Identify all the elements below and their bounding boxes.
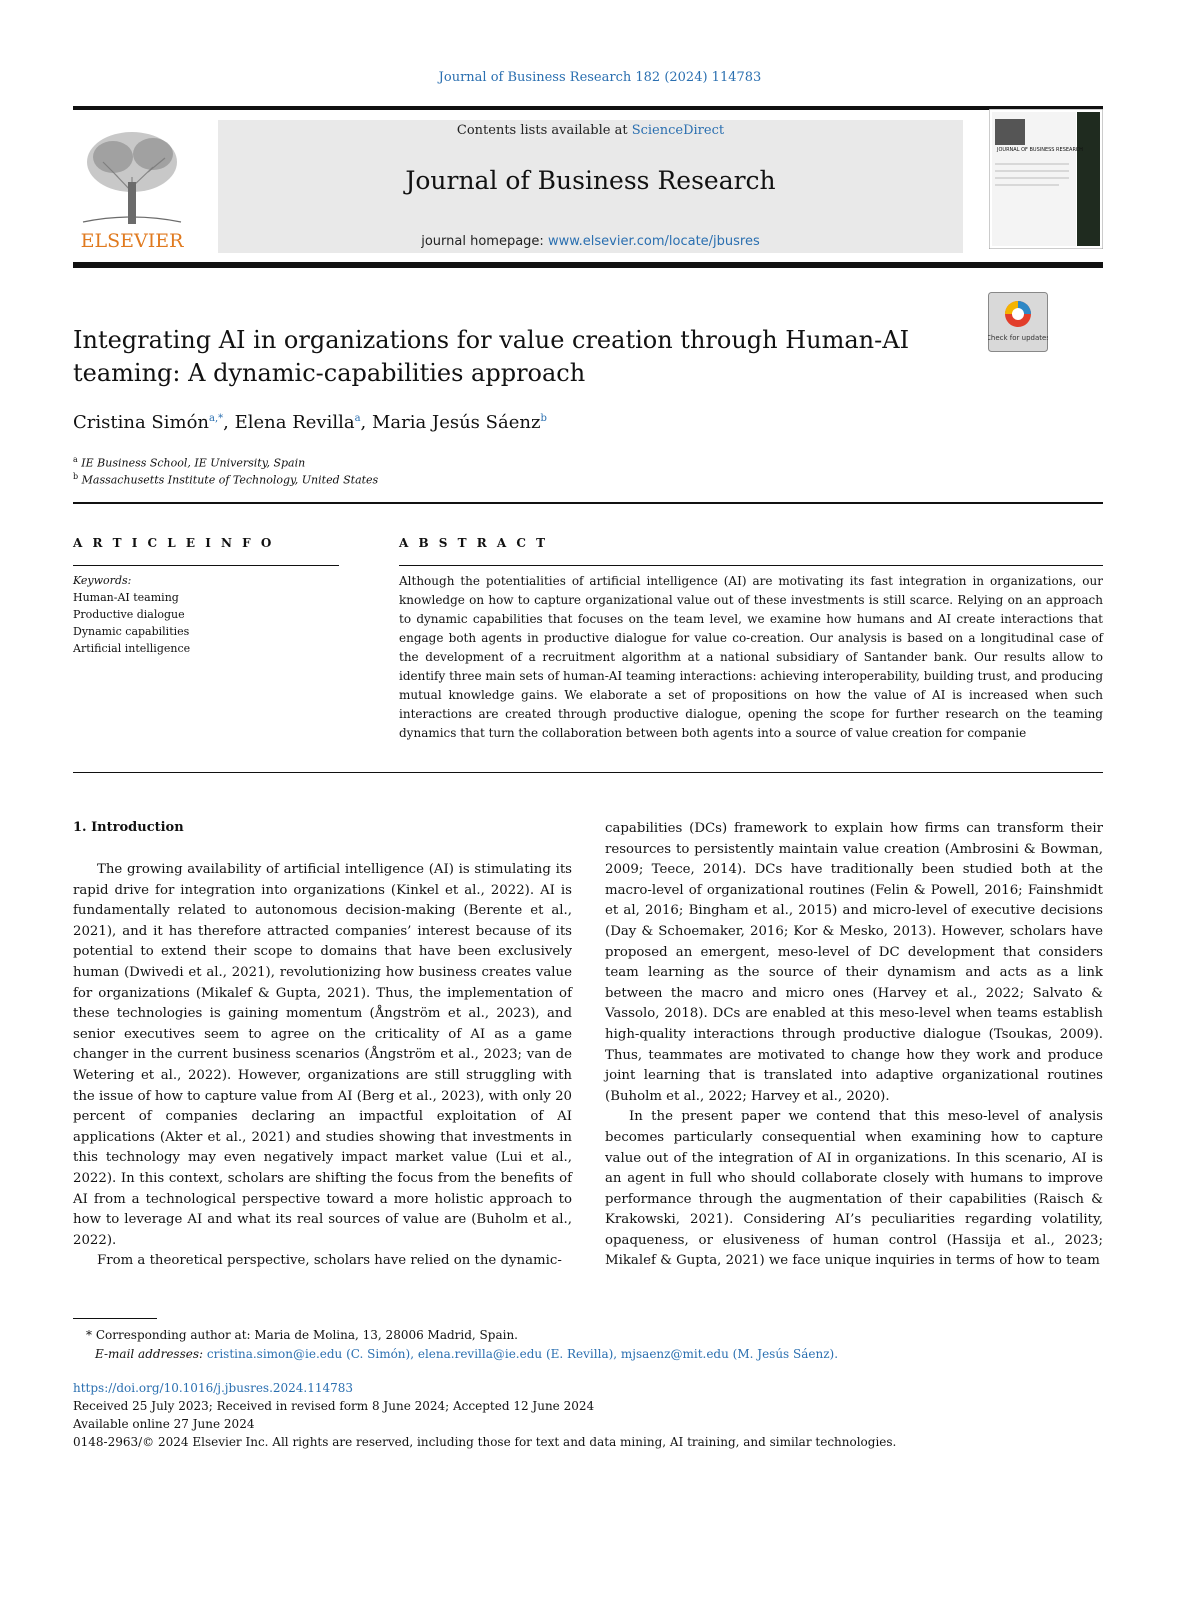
homepage-line xyxy=(218,234,963,249)
cover-title: JOURNAL OF BUSINESS RESEARCH xyxy=(997,147,1083,153)
body-paragraph: The growing availability of artificial intelligence (AI) is stimulating its rapid drive for integration into organizations (Kinkel et al., 2022). AI is fundamentally related to autonomous decision-making (Berente et al., 2021), and it has therefore attracted companies’ interest because of its potential to extend their scope to domains that have been exclusively human (Dwivedi et al., 2021), revolutionizing how business creates value for organizations (Mikalef & Gupta, 2021). Thus, the implementation of these technologies is gaining momentum (Ångström et al., 2023), and senior executives seem to agree on the criticality of AI as a game changer in the current business scenarios (Ångström et al., 2023; van de Wetering et al., 2022). However, organizations are still struggling with the issue of how to capture value from AI (Berg et al., 2023), with only 20 percent of companies declaring an impactful exploitation of AI applications (Akter et al., 2021) and studies showing that investments in this technology may even negatively impact market value (Lui et al., 2022). In this context, scholars are shifting the focus from the benefits of AI from a technological perspective toward a more holistic approach to how to leverage AI and what its real sources of value are (Buholm et al., 2022). xyxy=(73,862,572,1248)
affiliation-divider xyxy=(73,502,1103,504)
title-line-1: Integrating AI in organizations for value creation through Human-AI xyxy=(73,326,910,354)
header-bottom-rule xyxy=(73,262,1103,268)
homepage-link[interactable]: www.elsevier.com/locate/jbusres xyxy=(547,234,760,249)
journal-cover-image xyxy=(989,109,1103,249)
affiliation-mark: b xyxy=(73,472,79,481)
section-heading-introduction: 1. Introduction xyxy=(73,820,184,835)
keyword-item: Human-AI teaming xyxy=(73,591,179,604)
author-name[interactable]: Maria Jesús Sáenz xyxy=(372,412,541,433)
homepage-prefix: journal homepage: xyxy=(421,234,548,249)
crossmark-label: Check for updates xyxy=(988,334,1048,342)
keywords-label: Keywords: xyxy=(73,574,132,587)
copyright-line: 0148-2963/© 2024 Elsevier Inc. All rights are reserved, including those for text and data mining, AI training, and similar technologies. xyxy=(73,1435,897,1449)
doi-url[interactable]: https://doi.org/10.1016/j.jbusres.2024.114783 xyxy=(73,1381,354,1395)
body-paragraph: From a theoretical perspective, scholars have relied on the dynamic- xyxy=(97,1253,562,1269)
contents-prefix: Contents lists available at xyxy=(456,123,632,138)
body-column-right xyxy=(605,819,1103,1272)
email-label: E-mail addresses: xyxy=(95,1347,207,1361)
title-line-2: teaming: A dynamic-capabilities approach xyxy=(73,359,586,387)
article-info-heading: A R T I C L E I N F O xyxy=(73,536,275,550)
affiliation-mark: a xyxy=(73,455,78,464)
journal-header-box xyxy=(218,120,963,253)
available-online: Available online 27 June 2024 xyxy=(73,1417,255,1431)
elsevier-logo xyxy=(73,122,191,250)
corresponding-author-note: * Corresponding author at: Maria de Molina, 13, 28006 Madrid, Spain. xyxy=(86,1328,518,1342)
email-note xyxy=(95,1345,838,1364)
body-paragraph: In the present paper we contend that this meso-level of analysis becomes particularly consequential when examining how to capture value out of the integration of AI in organizations. In this scenario, AI is an agent in full who should collaborate closely with humans to improve performance through the augmentation of their capabilities (Raisch & Krakowski, 2021). Considering AI’s peculiarities regarding volatility, opaqueness, or elusiveness of human control (Hassija et al., 2023; Mikalef & Gupta, 2021) we face unique inquiries in terms of how to team xyxy=(605,1109,1103,1269)
affiliation xyxy=(73,472,378,487)
footnote-rule xyxy=(73,1318,157,1319)
keyword-item: Productive dialogue xyxy=(73,608,185,621)
body-paragraph: capabilities (DCs) framework to explain how firms can transform their resources to persistently maintain value creation (Ambrosini & Bowman, 2009; Teece, 2014). DCs have traditionally been studied both at the macro-level of organizational routines (Felin & Powell, 2016; Fainshmidt et al, 2016; Bingham et al., 2015) and micro-level of executive decisions (Day & Schoemaker, 2016; Kor & Mesko, 2013). However, scholars have proposed an emergent, meso-level of DC development that considers team learning as the source of their dynamism and acts as a link between the macro and micro ones (Harvey et al., 2022; Salvato & Vassolo, 2018). DCs are enabled at this meso-level when teams establish high-quality interactions through productive dialogue (Tsoukas, 2009). Thus, teammates are motivated to change how they work and produce joint learning that is translated into adaptive organizational routines (Buholm et al., 2022; Harvey et al., 2020). xyxy=(605,821,1103,1104)
doi-link[interactable] xyxy=(73,1380,353,1397)
author-list: Cristina Simón$^{a,*}$, Elena Revilla$^a$, Maria Jesús Sáenz$^b$ xyxy=(73,412,547,433)
journal-title: Journal of Business Research xyxy=(405,166,776,195)
affiliation xyxy=(73,455,305,470)
author-sup[interactable]: a,* xyxy=(209,413,224,424)
keyword-item: Dynamic capabilities xyxy=(73,625,190,638)
header-top-rule xyxy=(73,106,1103,110)
author-sup[interactable]: b xyxy=(540,413,547,424)
abstract-divider xyxy=(73,772,1103,773)
received-dates: Received 25 July 2023; Received in revised form 8 June 2024; Accepted 12 June 2024 xyxy=(73,1399,595,1413)
author-name[interactable]: Cristina Simón xyxy=(73,412,209,433)
keyword-item: Artificial intelligence xyxy=(73,642,191,655)
email-addresses[interactable]: cristina.simon@ie.edu (C. Simón), elena.revilla@ie.edu (E. Revilla), mjsaenz@mit.edu (M. Jesús Sáenz). xyxy=(206,1347,839,1361)
author-sup[interactable]: a xyxy=(354,413,361,424)
body-column-left xyxy=(73,860,572,1272)
abstract-heading: A B S T R A C T xyxy=(399,536,549,550)
journal-reference[interactable]: Journal of Business Research 182 (2024) 114783 xyxy=(438,70,762,85)
affiliation-text: Massachusetts Institute of Technology, United States xyxy=(81,473,379,487)
affiliation-text: IE Business School, IE University, Spain xyxy=(81,456,306,470)
abstract-text: Although the potentialities of artificial intelligence (AI) are motivating its fast integration in organizations, our knowledge on how to capture organizational value out of these investments is still scarce. Relying on an approach to dynamic capabilities that focuses on the team level, we examine how humans and AI create interactions that engage both agents in productive dialogue for value co-creation. Our analysis is based on a longitudinal case of the development of a recruitment algorithm at a national subsidiary of Santander bank. Our results allow to identify three main sets of human-AI teaming interactions: achieving interoperability, building trust, and producing mutual knowledge gains. We elaborate a set of propositions on how the value of AI is increased when such interactions are created through productive dialogue, opening the scope for further research on the teaming dynamics that turn the collaboration between both agents into a source of value creation for companie xyxy=(399,565,1103,743)
elsevier-wordmark: ELSEVIER xyxy=(80,230,184,250)
keywords-box xyxy=(73,565,339,657)
author-name[interactable]: Elena Revilla xyxy=(234,412,355,433)
contents-line xyxy=(218,123,963,138)
check-for-updates-badge[interactable] xyxy=(988,292,1048,352)
paper-title xyxy=(73,324,953,390)
sciencedirect-link[interactable]: ScienceDirect xyxy=(631,123,725,138)
